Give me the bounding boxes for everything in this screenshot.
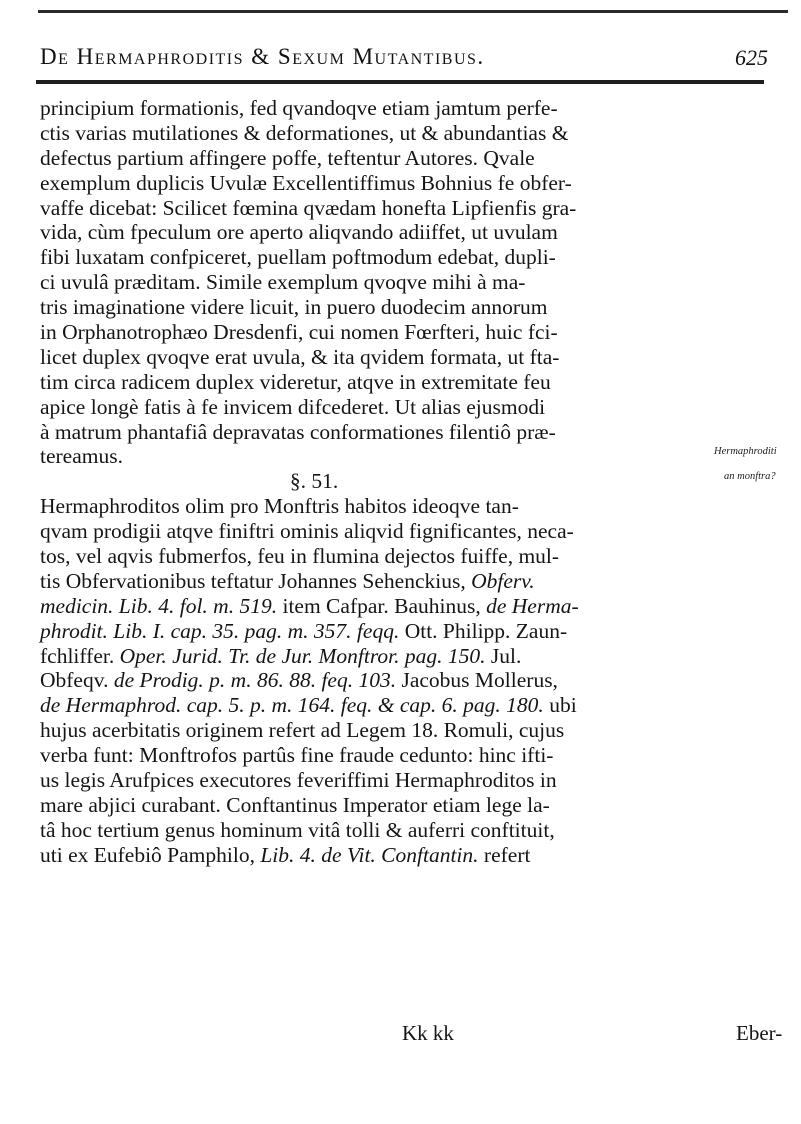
page-number: 625	[735, 45, 768, 70]
text-line	[40, 843, 708, 868]
text-run: Ott. Philipp. Zaun-	[399, 618, 568, 643]
text-line: fibi luxatam confpiceret, puellam poftmodum edebat, dupli-	[40, 245, 556, 270]
text-run: Obfeqv.	[40, 668, 114, 693]
text-line	[40, 668, 708, 693]
header-rule	[36, 80, 764, 84]
text-run: verba funt: Monftrofos partûs fine fraude cedunto: hinc ifti-	[40, 743, 554, 768]
marginal-note-line-1: Hermaphroditi	[714, 446, 777, 457]
marginal-note-line-2: an monftra?	[724, 471, 776, 482]
citation-text: medicin. Lib. 4. fol. m. 519.	[40, 593, 278, 618]
text-run: item Cafpar. Bauhinus,	[277, 593, 487, 618]
running-title: De Hermaphroditis & Sexum Mutantibus.	[40, 44, 485, 69]
text-run: Jacobus Mollerus,	[396, 668, 558, 693]
citation-text: Lib. 4. de Vit. Conftantin.	[260, 842, 479, 867]
citation-text: de Prodig. p. m. 86. 88. feq. 103.	[113, 668, 397, 693]
text-run: tis Obfervationibus teftatur Johannes Sehenckius,	[40, 568, 472, 593]
text-line: principium formationis, fed qvandoqve etiam jamtum perfe-	[40, 96, 558, 120]
text-run: refert	[478, 842, 531, 867]
text-line	[40, 768, 708, 793]
text-run: tos, vel aqvis fubmerfos, feu in flumina dejectos fuiffe, mul-	[40, 544, 560, 569]
text-line: defectus partium affingere poffe, teftentur Autores. Qvale	[40, 145, 535, 170]
text-line: ctis varias mutilationes & deformationes, ut & abundantias &	[40, 120, 569, 145]
text-line	[40, 793, 708, 818]
text-line: tris imaginatione videre licuit, in puero duodecim annorum	[40, 295, 548, 320]
text-run: us legis Arufpices executores feveriffimi Hermaphroditos in	[40, 768, 557, 793]
citation-text: de Hermaphrod. cap. 5. p. m. 164. feq. & cap. 6. pag. 180.	[40, 693, 544, 718]
text-line	[40, 718, 708, 743]
text-line	[40, 569, 708, 594]
text-line	[40, 818, 708, 843]
citation-text: Obferv.	[471, 568, 535, 593]
text-line: tereamus.	[40, 444, 123, 469]
text-run: mare abjici curabant. Conftantinus Imperator etiam lege la-	[40, 792, 550, 817]
text-line: vida, cùm fpeculum ore aperto aliqvando adiiffet, ut uvulam	[40, 220, 558, 245]
text-run: qvam prodigii atqve finiftri ominis aliqvid fignificantes, neca-	[40, 519, 574, 544]
text-run: Hermaphroditos olim pro Monftris habitos ideoqve tan-	[40, 494, 519, 519]
body-text	[40, 96, 708, 868]
text-line	[40, 693, 708, 718]
text-line	[40, 644, 708, 669]
text-line	[40, 494, 708, 519]
text-run: ubi	[543, 693, 577, 718]
text-line: exemplum duplicis Uvulæ Excellentiffimus Bohnius fe obfer-	[40, 170, 572, 195]
text-line: in Orphanotrophæo Dresdenfi, cui nomen Fœrfteri, huic fci-	[40, 320, 558, 345]
text-line	[40, 619, 708, 644]
text-line: tim circa radicem duplex videretur, atqve in extremitate feu	[40, 369, 551, 394]
text-line: licet duplex qvoqve erat uvula, & ita qvidem formata, ut fta-	[40, 344, 560, 369]
text-line: vaffe dicebat: Scilicet fœmina qvædam honefta Lipfienfis gra-	[40, 195, 577, 220]
paragraph-1	[40, 96, 708, 469]
catchword: Eber-	[736, 1021, 783, 1045]
citation-text: phrodit. Lib. I. cap. 35. pag. m. 357. feqq.	[40, 618, 400, 643]
citation-text: Oper. Jurid. Tr. de Jur. Monftror. pag. 150.	[119, 643, 486, 668]
signature-mark: Kk kk	[402, 1021, 454, 1045]
citation-text: de Herma-	[486, 593, 579, 618]
text-run: fchliffer.	[40, 643, 120, 668]
text-line	[40, 743, 708, 768]
text-line: apice longè fatis à fe invicem difcederet. Ut alias ejusmodi	[40, 394, 546, 419]
paragraph-2	[40, 494, 708, 867]
text-run: tâ hoc tertium genus hominum vitâ tolli & auferri conftituit,	[40, 817, 555, 842]
section-mark: §. 51.	[289, 469, 339, 494]
text-line	[40, 544, 708, 569]
top-edge-rule	[38, 10, 788, 13]
text-run: Jul.	[485, 643, 522, 668]
text-line: ci uvulâ præditam. Simile exemplum qvoqve mihi à ma-	[40, 270, 526, 295]
text-line: à matrum phantafiâ depravatas conformationes filentiô præ-	[40, 419, 556, 444]
text-run: uti ex Eufebiô Pamphilo,	[40, 842, 261, 867]
text-line	[40, 519, 708, 544]
text-line	[40, 594, 708, 619]
text-run: hujus acerbitatis originem refert ad Legem 18. Romuli, cujus	[40, 718, 565, 743]
